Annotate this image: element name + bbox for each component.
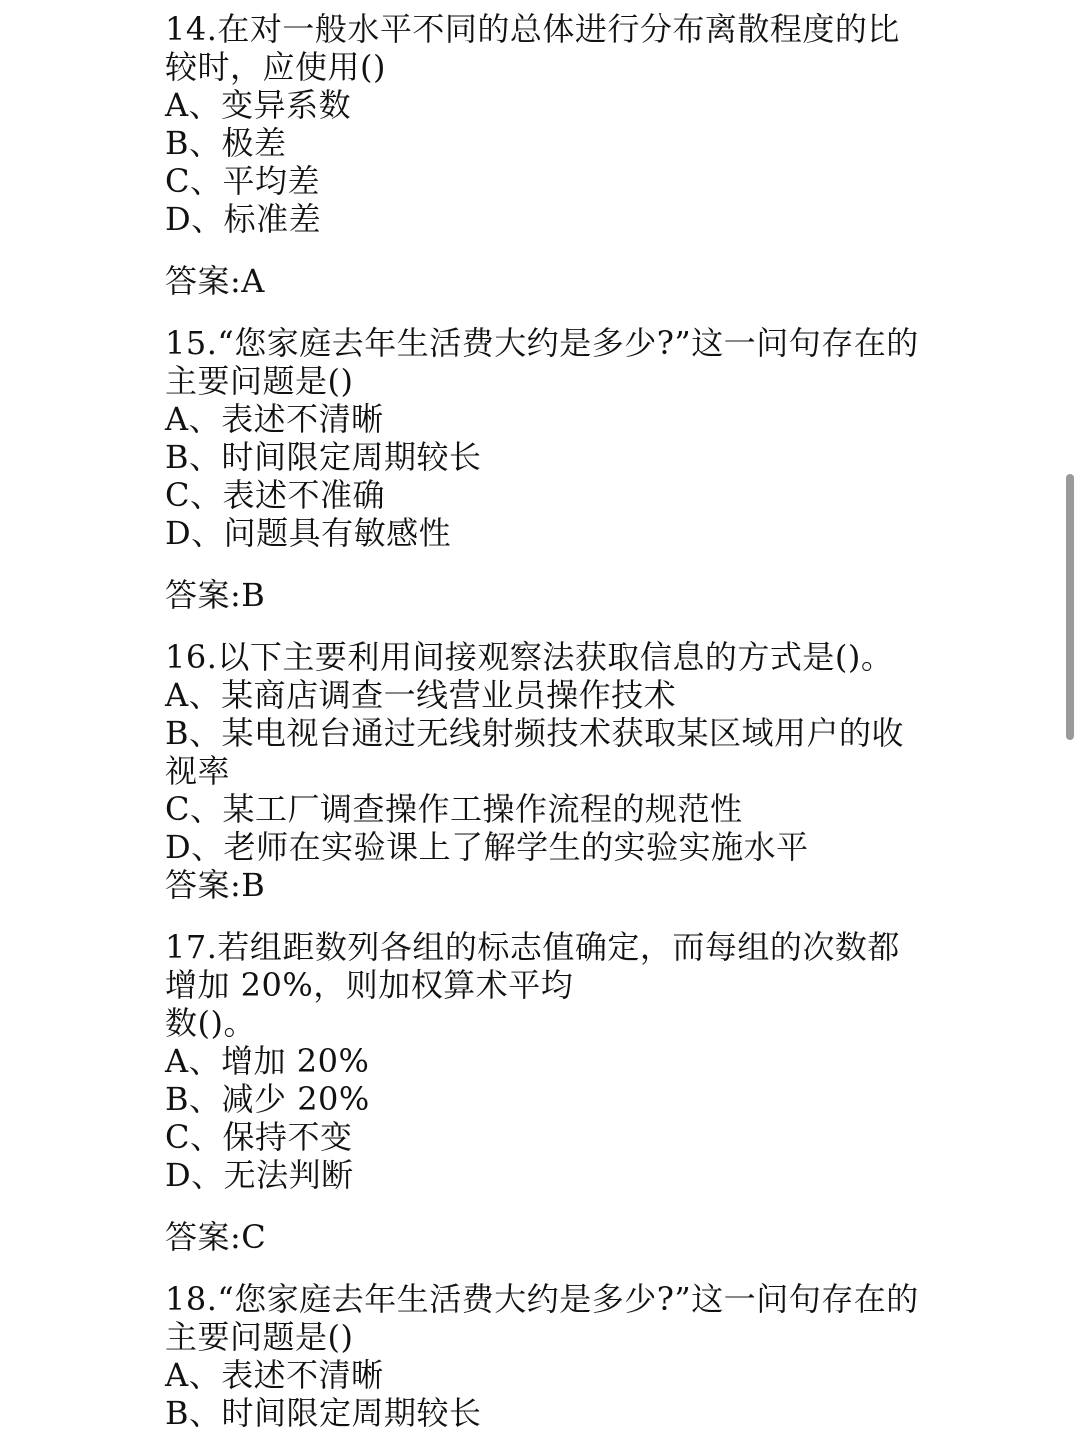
option-b: B、时间限定周期较长: [165, 1394, 482, 1432]
question-stem-line: 18.“您家庭去年生活费大约是多少?”这一问句存在的: [165, 1280, 919, 1318]
question-18: [165, 1280, 925, 1432]
answer-line: 答案:C: [165, 1218, 267, 1256]
scrollbar-thumb[interactable]: [1066, 474, 1074, 740]
answer-line: 答案:B: [165, 866, 266, 904]
question-15: [165, 324, 925, 614]
option-b: B、时间限定周期较长: [165, 438, 482, 476]
option-c: C、平均差: [165, 162, 320, 200]
option-d: D、问题具有敏感性: [165, 514, 452, 552]
option-d: D、标准差: [165, 200, 322, 238]
question-stem-line: 数()。: [165, 1004, 256, 1042]
answer-line: 答案:A: [165, 262, 265, 300]
option-d: D、无法判断: [165, 1156, 354, 1194]
document-body: [165, 10, 925, 1456]
question-17: [165, 928, 925, 1256]
question-14: [165, 10, 925, 300]
question-stem-line: 增加 20%，则加权算术平均: [165, 966, 574, 1004]
option-b-continued: 视率: [165, 752, 231, 790]
question-stem-line: 15.“您家庭去年生活费大约是多少?”这一问句存在的: [165, 324, 919, 362]
option-b: B、减少 20%: [165, 1080, 370, 1118]
question-stem-line: 16.以下主要利用间接观察法获取信息的方式是()。: [165, 638, 894, 676]
vertical-scrollbar[interactable]: [1062, 0, 1080, 1440]
question-16: [165, 638, 925, 904]
option-d: D、老师在实验课上了解学生的实验实施水平: [165, 828, 809, 866]
option-a: A、变异系数: [165, 86, 352, 124]
option-b: B、某电视台通过无线射频技术获取某区域用户的收: [165, 714, 905, 752]
option-b: B、极差: [165, 124, 287, 162]
question-stem-line: 主要问题是(): [165, 362, 354, 400]
question-stem-line: 主要问题是(): [165, 1318, 354, 1356]
option-a: A、表述不清晰: [165, 1356, 384, 1394]
answer-line: 答案:B: [165, 576, 266, 614]
option-a: A、增加 20%: [165, 1042, 370, 1080]
option-c: C、某工厂调查操作工操作流程的规范性: [165, 790, 743, 828]
option-c: C、保持不变: [165, 1118, 353, 1156]
question-stem-line: 较时，应使用(): [165, 48, 386, 86]
option-a: A、表述不清晰: [165, 400, 384, 438]
option-c: C、表述不准确: [165, 476, 385, 514]
question-stem-line: 14.在对一般水平不同的总体进行分布离散程度的比: [165, 10, 900, 48]
question-stem-line: 17.若组距数列各组的标志值确定，而每组的次数都: [165, 928, 900, 966]
option-a: A、某商店调查一线营业员操作技术: [165, 676, 677, 714]
